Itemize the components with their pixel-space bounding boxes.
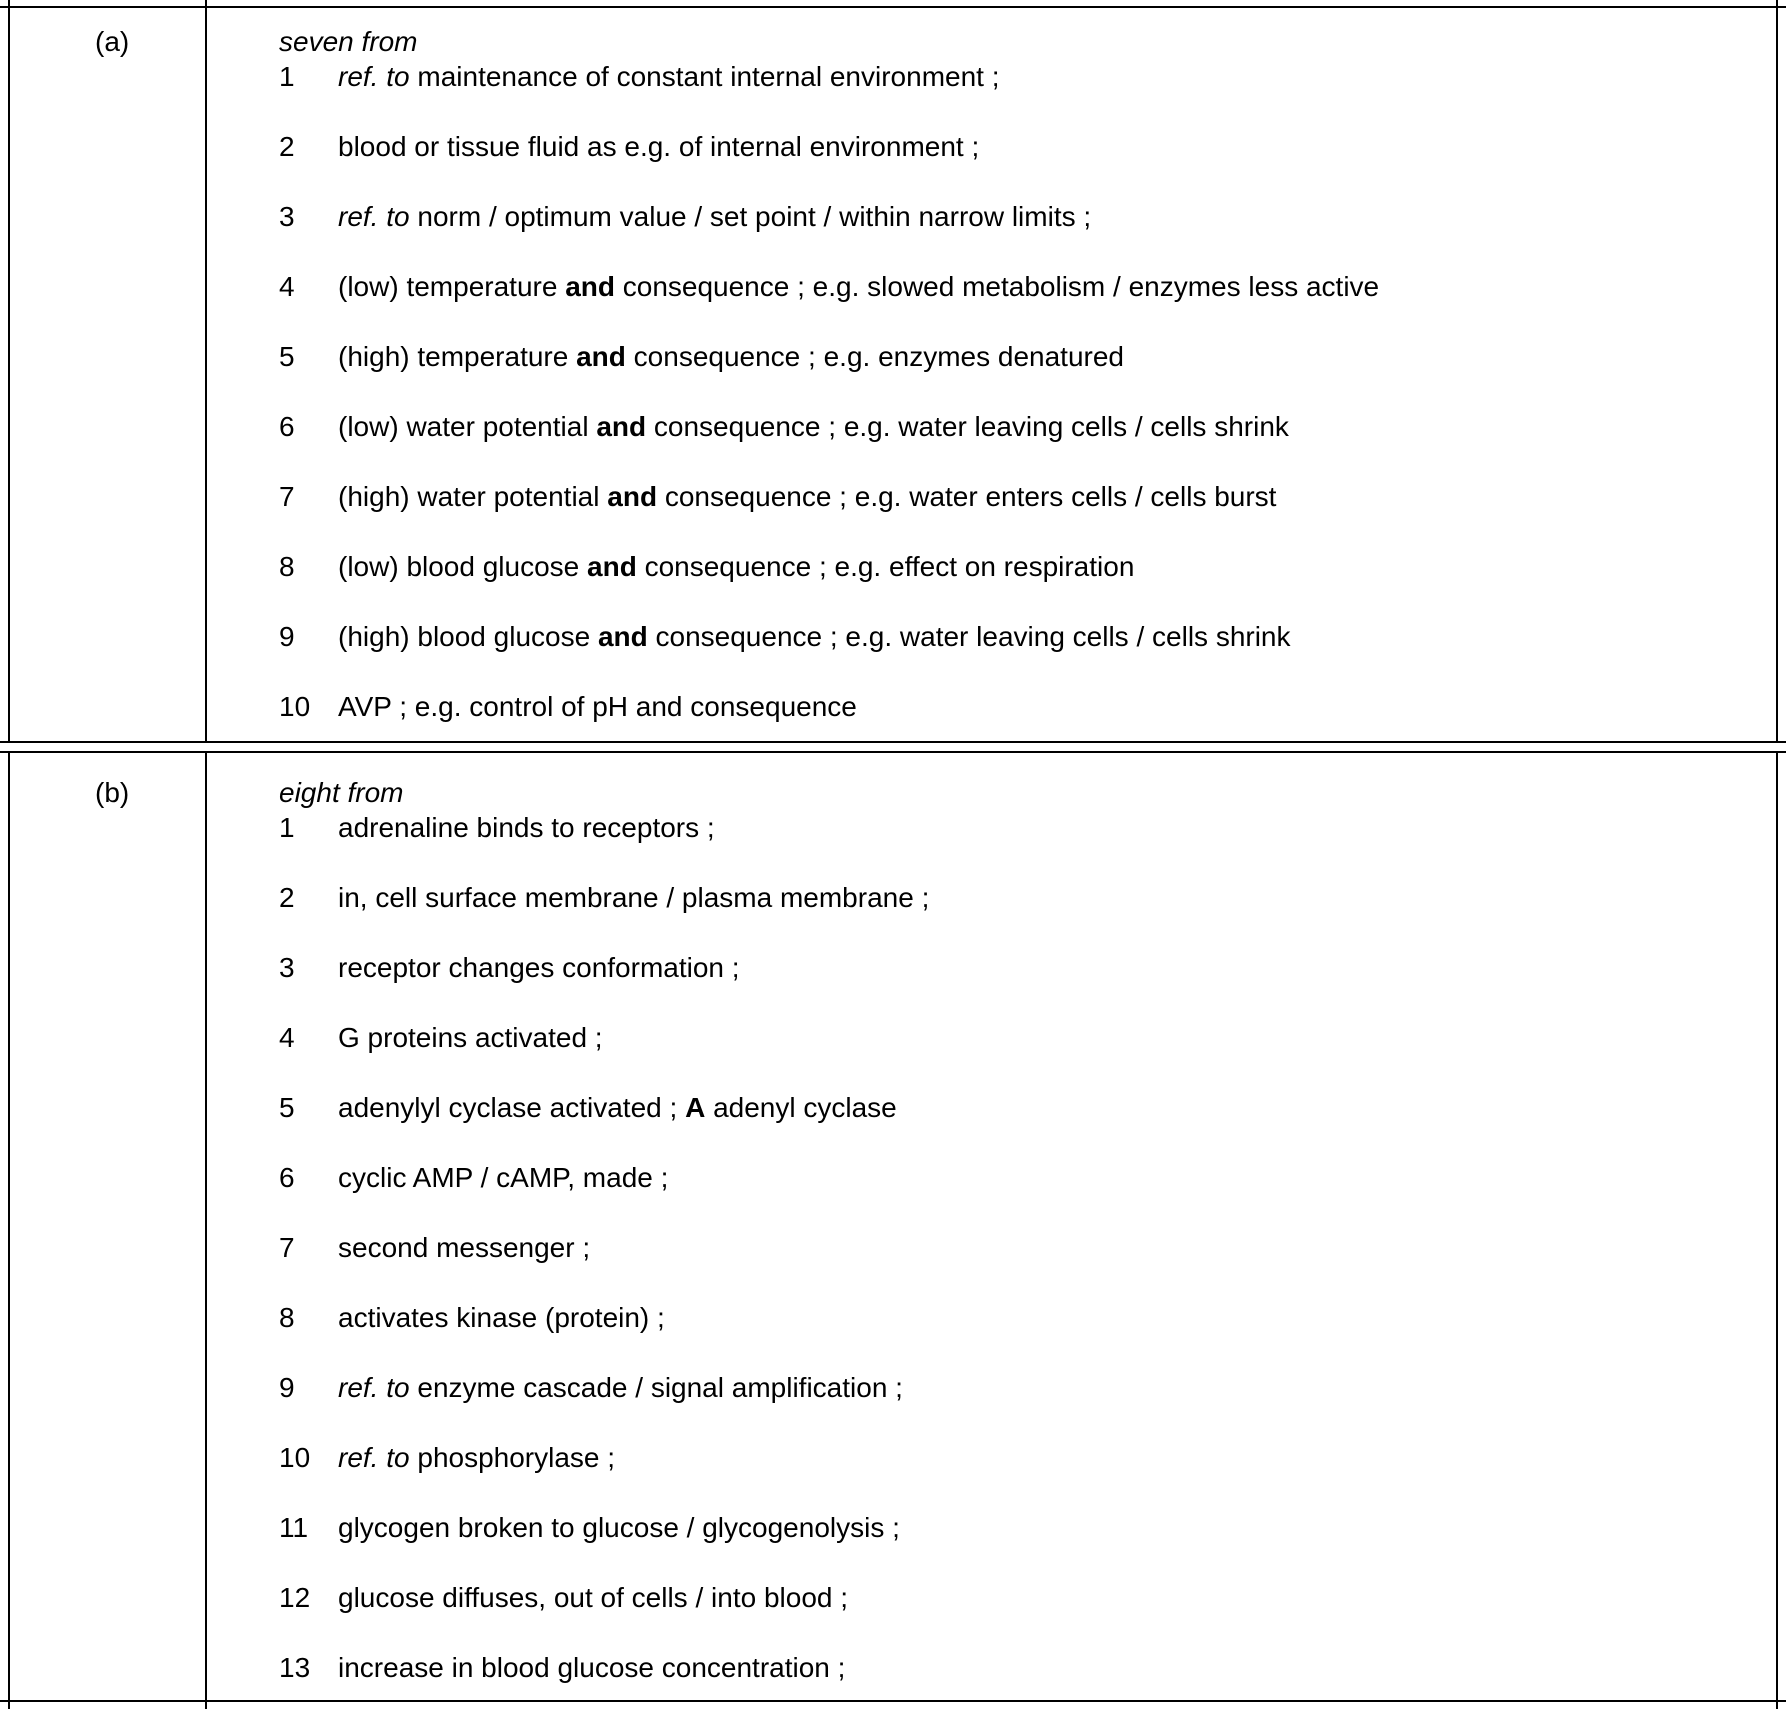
item-text — [338, 1508, 900, 1578]
item-number: 10 — [279, 1442, 311, 1473]
text-segment: cyclic AMP / cAMP, made ; — [338, 1162, 669, 1193]
answer-item — [279, 1228, 1766, 1298]
item-number: 6 — [279, 411, 295, 442]
text-segment: receptor changes conformation ; — [338, 952, 740, 983]
item-number: 5 — [279, 341, 295, 372]
section-a — [8, 0, 1778, 743]
answer-item — [279, 687, 1766, 757]
item-number: 7 — [279, 481, 295, 512]
column-divider — [205, 0, 207, 743]
item-number: 13 — [279, 1652, 311, 1683]
item-number: 1 — [279, 812, 295, 843]
item-number: 7 — [279, 1232, 295, 1263]
item-number: 11 — [279, 1512, 309, 1543]
item-text — [338, 1298, 665, 1368]
text-segment: second messenger ; — [338, 1232, 591, 1263]
item-text — [338, 1648, 845, 1718]
answer-item — [279, 477, 1766, 547]
text-segment: (high) blood glucose — [338, 621, 598, 652]
answer-list — [279, 57, 1766, 757]
item-text — [338, 808, 715, 878]
answer-item — [279, 1438, 1766, 1508]
text-segment: (low) temperature — [338, 271, 566, 302]
item-number: 8 — [279, 551, 295, 582]
item-number: 2 — [279, 131, 295, 162]
text-segment: consequence ; e.g. water enters cells / cells burst — [657, 481, 1277, 512]
intro-text: eight from — [279, 777, 404, 808]
text-segment: phosphorylase ; — [409, 1442, 616, 1473]
text-segment: consequence ; e.g. slowed metabolism / enzymes less active — [614, 271, 1380, 302]
item-text — [338, 1578, 848, 1648]
text-segment: consequence ; e.g. effect on respiration — [636, 551, 1135, 582]
answer-item — [279, 337, 1766, 407]
text-segment: consequence ; e.g. enzymes denatured — [625, 341, 1124, 372]
part-label: (a) — [95, 26, 130, 57]
text-segment: consequence ; e.g. water leaving cells / cells shrink — [647, 621, 1291, 652]
bold-text: and — [596, 411, 647, 442]
answer-content — [279, 22, 1766, 757]
item-text — [338, 1018, 603, 1088]
item-text — [338, 1158, 668, 1228]
text-segment: AVP ; e.g. control of pH and consequence — [338, 691, 857, 722]
text-segment: adenylyl cyclase activated ; — [338, 1092, 686, 1123]
answer-item — [279, 1368, 1766, 1438]
item-text — [338, 407, 1289, 477]
item-text — [338, 197, 1091, 267]
answer-item — [279, 808, 1766, 878]
item-text — [338, 127, 979, 197]
italic-text: ref. to — [338, 1372, 410, 1403]
item-text — [338, 948, 740, 1018]
item-number: 4 — [279, 1022, 295, 1053]
text-segment: norm / optimum value / set point / within narrow limits ; — [409, 201, 1092, 232]
item-number: 9 — [279, 1372, 295, 1403]
text-segment: (high) water potential — [338, 481, 608, 512]
answer-item — [279, 1298, 1766, 1368]
answer-item — [279, 1158, 1766, 1228]
item-number: 4 — [279, 271, 295, 302]
item-number: 3 — [279, 201, 295, 232]
answer-item — [279, 267, 1766, 337]
item-number: 6 — [279, 1162, 295, 1193]
bold-text: A — [685, 1092, 706, 1123]
section-a-bottom-border — [0, 741, 1786, 743]
item-number: 3 — [279, 952, 295, 983]
bold-text: and — [565, 271, 615, 302]
item-text — [338, 1438, 615, 1508]
answer-item — [279, 1508, 1766, 1578]
answer-item — [279, 948, 1766, 1018]
italic-text: ref. to — [338, 61, 410, 92]
answer-item — [279, 1018, 1766, 1088]
item-number: 9 — [279, 621, 295, 652]
text-segment: glucose diffuses, out of cells / into blood ; — [338, 1582, 849, 1613]
item-number: 2 — [279, 882, 295, 913]
bold-text: and — [597, 621, 648, 652]
text-segment: (high) temperature — [338, 341, 577, 372]
answer-item — [279, 547, 1766, 617]
text-segment: in, cell surface membrane / plasma membrane ; — [338, 882, 930, 913]
intro-text: seven from — [279, 26, 418, 57]
answer-item — [279, 617, 1766, 687]
item-number: 8 — [279, 1302, 295, 1333]
text-segment: maintenance of constant internal environment ; — [409, 61, 1000, 92]
answer-item — [279, 407, 1766, 477]
item-number: 10 — [279, 691, 311, 722]
item-text — [338, 687, 857, 757]
table-bottom-border — [0, 1700, 1786, 1702]
text-segment: glycogen broken to glucose / glycogenolysis ; — [338, 1512, 900, 1543]
answer-item — [279, 1578, 1766, 1648]
text-segment: increase in blood glucose concentration ; — [338, 1652, 846, 1683]
item-text — [338, 547, 1134, 617]
item-number: 12 — [279, 1582, 311, 1613]
answer-content — [279, 773, 1766, 1718]
column-divider — [205, 751, 207, 1709]
text-segment: adenyl cyclase — [705, 1092, 897, 1123]
text-segment: G proteins activated ; — [338, 1022, 603, 1053]
text-segment: (low) blood glucose — [338, 551, 588, 582]
italic-text: ref. to — [338, 201, 410, 232]
text-segment: consequence ; e.g. water leaving cells / cells shrink — [646, 411, 1289, 442]
item-text — [338, 1368, 903, 1438]
item-text — [338, 878, 929, 948]
text-segment: enzyme cascade / signal amplification ; — [409, 1372, 903, 1403]
item-text — [338, 1088, 897, 1158]
item-text — [338, 57, 1000, 127]
item-text — [338, 1228, 590, 1298]
item-number: 1 — [279, 61, 295, 92]
bold-text: and — [607, 481, 658, 512]
answer-item — [279, 127, 1766, 197]
text-segment: activates kinase (protein) ; — [338, 1302, 665, 1333]
item-text — [338, 477, 1276, 547]
answer-list — [279, 808, 1766, 1718]
text-segment: blood or tissue fluid as e.g. of internal environment ; — [338, 131, 980, 162]
item-text — [338, 267, 1379, 337]
answer-item — [279, 197, 1766, 267]
item-number: 5 — [279, 1092, 295, 1123]
bold-text: and — [576, 341, 626, 372]
bold-text: and — [587, 551, 637, 582]
part-label: (b) — [95, 777, 130, 808]
answer-item — [279, 1088, 1766, 1158]
text-segment: (low) water potential — [338, 411, 597, 442]
italic-text: ref. to — [338, 1442, 410, 1473]
text-segment: adrenaline binds to receptors ; — [338, 812, 715, 843]
section-b — [8, 751, 1778, 1709]
item-text — [338, 617, 1291, 687]
item-text — [338, 337, 1124, 407]
answer-item — [279, 57, 1766, 127]
answer-item — [279, 1648, 1766, 1718]
answer-item — [279, 878, 1766, 948]
